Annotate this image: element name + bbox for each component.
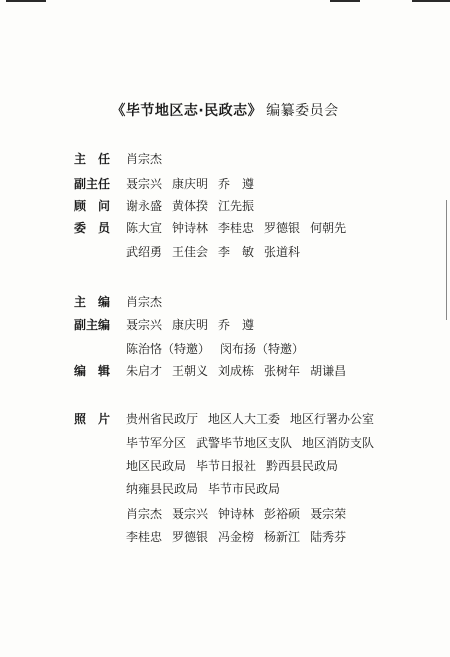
person-name: 乔 遵 xyxy=(218,177,255,191)
role-label: 编 辑 xyxy=(74,364,111,378)
committee-row xyxy=(74,243,300,261)
person-name: 谢永盛 xyxy=(126,199,163,213)
editors-row xyxy=(74,340,304,358)
person-name: 黔西县民政局 xyxy=(266,459,339,473)
person-name: 聂宗兴 xyxy=(126,318,163,332)
name-list xyxy=(126,197,254,215)
person-name: 罗德银 xyxy=(264,221,301,235)
person-name: 何朝先 xyxy=(310,221,347,235)
editors-row xyxy=(74,362,346,380)
person-name: 张道科 xyxy=(264,245,301,259)
committee-row xyxy=(74,150,162,168)
person-name: 毕节军分区 xyxy=(126,436,187,450)
photos-row xyxy=(74,480,280,498)
committee-row xyxy=(74,175,254,193)
committee-row xyxy=(74,197,254,215)
person-name: 地区人大工委 xyxy=(208,412,281,426)
person-name: 陈治恪（特邀） xyxy=(126,342,211,356)
person-name: 刘成栋 xyxy=(218,364,255,378)
person-name: 闵布扬（特邀） xyxy=(220,342,305,356)
person-name: 李桂忠 xyxy=(218,221,255,235)
title-sub: 编纂委员会 xyxy=(266,103,339,119)
photos-row xyxy=(74,528,346,546)
editors-row xyxy=(74,316,254,334)
person-name: 钟诗林 xyxy=(172,221,209,235)
name-list xyxy=(126,505,346,523)
name-list xyxy=(126,243,300,261)
name-list xyxy=(126,219,346,237)
name-list xyxy=(126,293,162,311)
name-list xyxy=(126,340,304,358)
role-label: 照 片 xyxy=(74,412,111,426)
photos-row xyxy=(74,434,374,452)
role-label: 委 员 xyxy=(74,221,111,235)
name-list xyxy=(126,316,254,334)
scan-edge-mark xyxy=(412,0,450,2)
person-name: 胡谦昌 xyxy=(310,364,347,378)
person-name: 王朝义 xyxy=(172,364,209,378)
scan-edge-mark xyxy=(6,0,46,2)
role-label: 副主任 xyxy=(74,177,111,191)
person-name: 钟诗林 xyxy=(218,507,255,521)
person-name: 聂宗荣 xyxy=(310,507,347,521)
photos-row xyxy=(74,457,338,475)
person-name: 康庆明 xyxy=(172,318,209,332)
person-name: 纳雍县民政局 xyxy=(126,482,199,496)
name-list xyxy=(126,410,374,428)
person-name: 陈大宣 xyxy=(126,221,163,235)
person-name: 杨新江 xyxy=(264,530,301,544)
person-name: 肖宗杰 xyxy=(126,507,163,521)
person-name: 毕节市民政局 xyxy=(208,482,281,496)
page-title xyxy=(0,100,450,120)
title-main: 《毕节地区志·民政志》 xyxy=(111,103,263,119)
photos-row xyxy=(74,505,346,523)
role-label: 副主编 xyxy=(74,318,111,332)
name-list xyxy=(126,528,346,546)
name-list xyxy=(126,150,162,168)
name-list xyxy=(126,434,374,452)
editors-row xyxy=(74,293,162,311)
person-name: 地区行署办公室 xyxy=(290,412,375,426)
person-name: 李 敏 xyxy=(218,245,255,259)
person-name: 陆秀芬 xyxy=(310,530,347,544)
person-name: 彭裕硕 xyxy=(264,507,301,521)
person-name: 贵州省民政厅 xyxy=(126,412,199,426)
name-list xyxy=(126,175,254,193)
scan-edge-mark xyxy=(330,0,360,2)
person-name: 武绍勇 xyxy=(126,245,163,259)
person-name: 聂宗兴 xyxy=(126,177,163,191)
person-name: 毕节日报社 xyxy=(196,459,257,473)
role-label: 主 任 xyxy=(74,152,111,166)
person-name: 乔 遵 xyxy=(218,318,255,332)
person-name: 聂宗兴 xyxy=(172,507,209,521)
scan-edge-mark xyxy=(446,200,447,320)
person-name: 地区民政局 xyxy=(126,459,187,473)
person-name: 肖宗杰 xyxy=(126,152,163,166)
person-name: 朱启才 xyxy=(126,364,163,378)
person-name: 肖宗杰 xyxy=(126,295,163,309)
person-name: 江先振 xyxy=(218,199,255,213)
name-list xyxy=(126,457,338,475)
person-name: 张树年 xyxy=(264,364,301,378)
person-name: 黄体揆 xyxy=(172,199,209,213)
name-list xyxy=(126,480,280,498)
role-label: 顾 问 xyxy=(74,199,111,213)
person-name: 罗德银 xyxy=(172,530,209,544)
role-label: 主 编 xyxy=(74,295,111,309)
photos-row xyxy=(74,410,374,428)
person-name: 武警毕节地区支队 xyxy=(196,436,293,450)
person-name: 李桂忠 xyxy=(126,530,163,544)
person-name: 地区消防支队 xyxy=(302,436,375,450)
committee-row xyxy=(74,219,346,237)
person-name: 冯金榜 xyxy=(218,530,255,544)
person-name: 王佳会 xyxy=(172,245,209,259)
person-name: 康庆明 xyxy=(172,177,209,191)
name-list xyxy=(126,362,346,380)
